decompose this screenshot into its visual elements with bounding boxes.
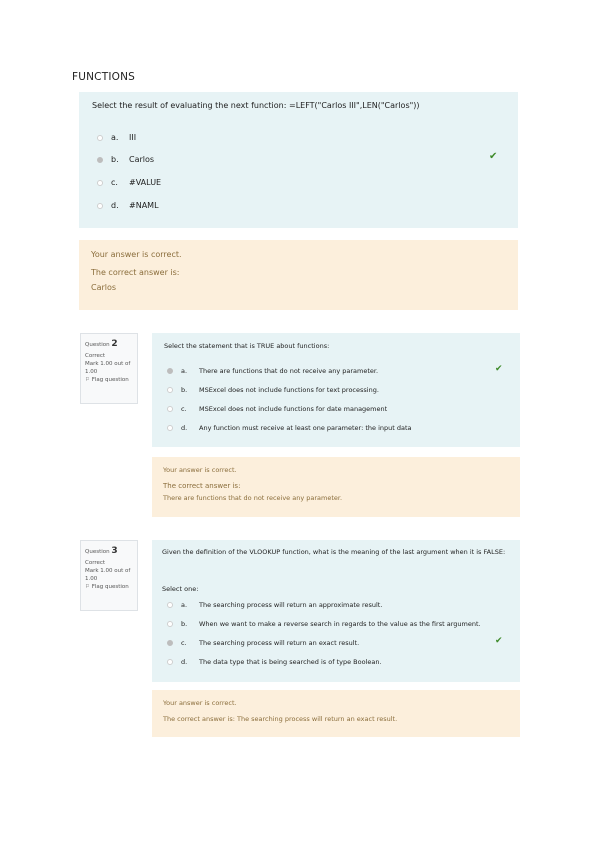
radio-button[interactable]	[167, 406, 173, 412]
correct-answer-value: Carlos	[91, 283, 117, 292]
question-3-text: Given the definition of the VLOOKUP function, what is the meaning of the last argument when it is FALSE:	[162, 548, 506, 556]
radio-button[interactable]	[167, 659, 173, 665]
question-state: Correct	[85, 559, 106, 566]
q2-option-d[interactable]: d. Any function must receive at least one parameter: the input data	[167, 424, 412, 432]
q3-option-b[interactable]: b. When we want to make a reverse search in regards to the value as the first argument.	[167, 620, 481, 628]
check-icon: ✔	[495, 364, 503, 374]
q1-option-b[interactable]: b. Carlos	[97, 155, 154, 164]
question-1-text: Select the result of evaluating the next function: =LEFT("Carlos III",LEN("Carlos"))	[92, 101, 420, 110]
correct-answer-label: The correct answer is:	[163, 482, 241, 490]
flag-question-link[interactable]: ⚐ Flag question	[85, 584, 129, 591]
correct-answer-value: There are functions that do not receive any parameter.	[163, 494, 343, 502]
radio-button[interactable]	[167, 621, 173, 627]
check-icon: ✔	[495, 636, 503, 646]
select-one-label: Select one:	[162, 585, 199, 593]
radio-button[interactable]	[167, 387, 173, 393]
question-number: 2	[111, 339, 118, 349]
flag-icon: ⚐	[85, 377, 90, 384]
q2-option-a[interactable]: a. There are functions that do not receive any parameter.	[167, 367, 378, 375]
q3-option-d[interactable]: d. The data type that is being searched is of type Boolean.	[167, 658, 382, 666]
feedback-status: Your answer is correct.	[163, 699, 237, 707]
feedback-status: Your answer is correct.	[163, 466, 237, 474]
q1-option-c[interactable]: c. #VALUE	[97, 178, 161, 187]
radio-button[interactable]	[167, 602, 173, 608]
radio-button[interactable]	[167, 425, 173, 431]
question-mark: Mark 1.00 out of 1.00	[85, 360, 131, 375]
radio-button[interactable]	[97, 203, 103, 209]
correct-answer-label: The correct answer is:	[91, 268, 180, 277]
q2-option-c[interactable]: c. MSExcel does not include functions for date management	[167, 405, 387, 413]
q2-option-b[interactable]: b. MSExcel does not include functions for text processing.	[167, 386, 379, 394]
radio-button-selected[interactable]	[167, 640, 173, 646]
correct-answer-text: The correct answer is: The searching process will return an exact result.	[163, 715, 398, 723]
q1-option-a[interactable]: a. III	[97, 133, 136, 142]
q3-option-a[interactable]: a. The searching process will return an approximate result.	[167, 601, 382, 609]
question-3-feedback	[152, 690, 520, 737]
radio-button-selected[interactable]	[167, 368, 173, 374]
feedback-status: Your answer is correct.	[91, 250, 182, 259]
flag-question-link[interactable]: ⚐ Flag question	[85, 377, 129, 384]
question-mark: Mark 1.00 out of 1.00	[85, 567, 131, 582]
section-title: FUNCTIONS	[72, 71, 136, 83]
radio-button-selected[interactable]	[97, 157, 103, 163]
radio-button[interactable]	[97, 135, 103, 141]
radio-button[interactable]	[97, 180, 103, 186]
question-2-info: Question 2 Correct Mark 1.00 out of 1.00 ⚐ Flag question	[80, 333, 138, 404]
question-3-info: Question 3 Correct Mark 1.00 out of 1.00 ⚐ Flag question	[80, 540, 138, 611]
q3-option-c[interactable]: c. The searching process will return an exact result.	[167, 639, 359, 647]
flag-icon: ⚐	[85, 584, 90, 591]
check-icon: ✔	[489, 151, 498, 162]
question-number: 3	[111, 546, 118, 556]
question-state: Correct	[85, 352, 106, 359]
q1-option-d[interactable]: d. #NAML	[97, 201, 159, 210]
question-2-text: Select the statement that is TRUE about functions:	[164, 342, 330, 350]
